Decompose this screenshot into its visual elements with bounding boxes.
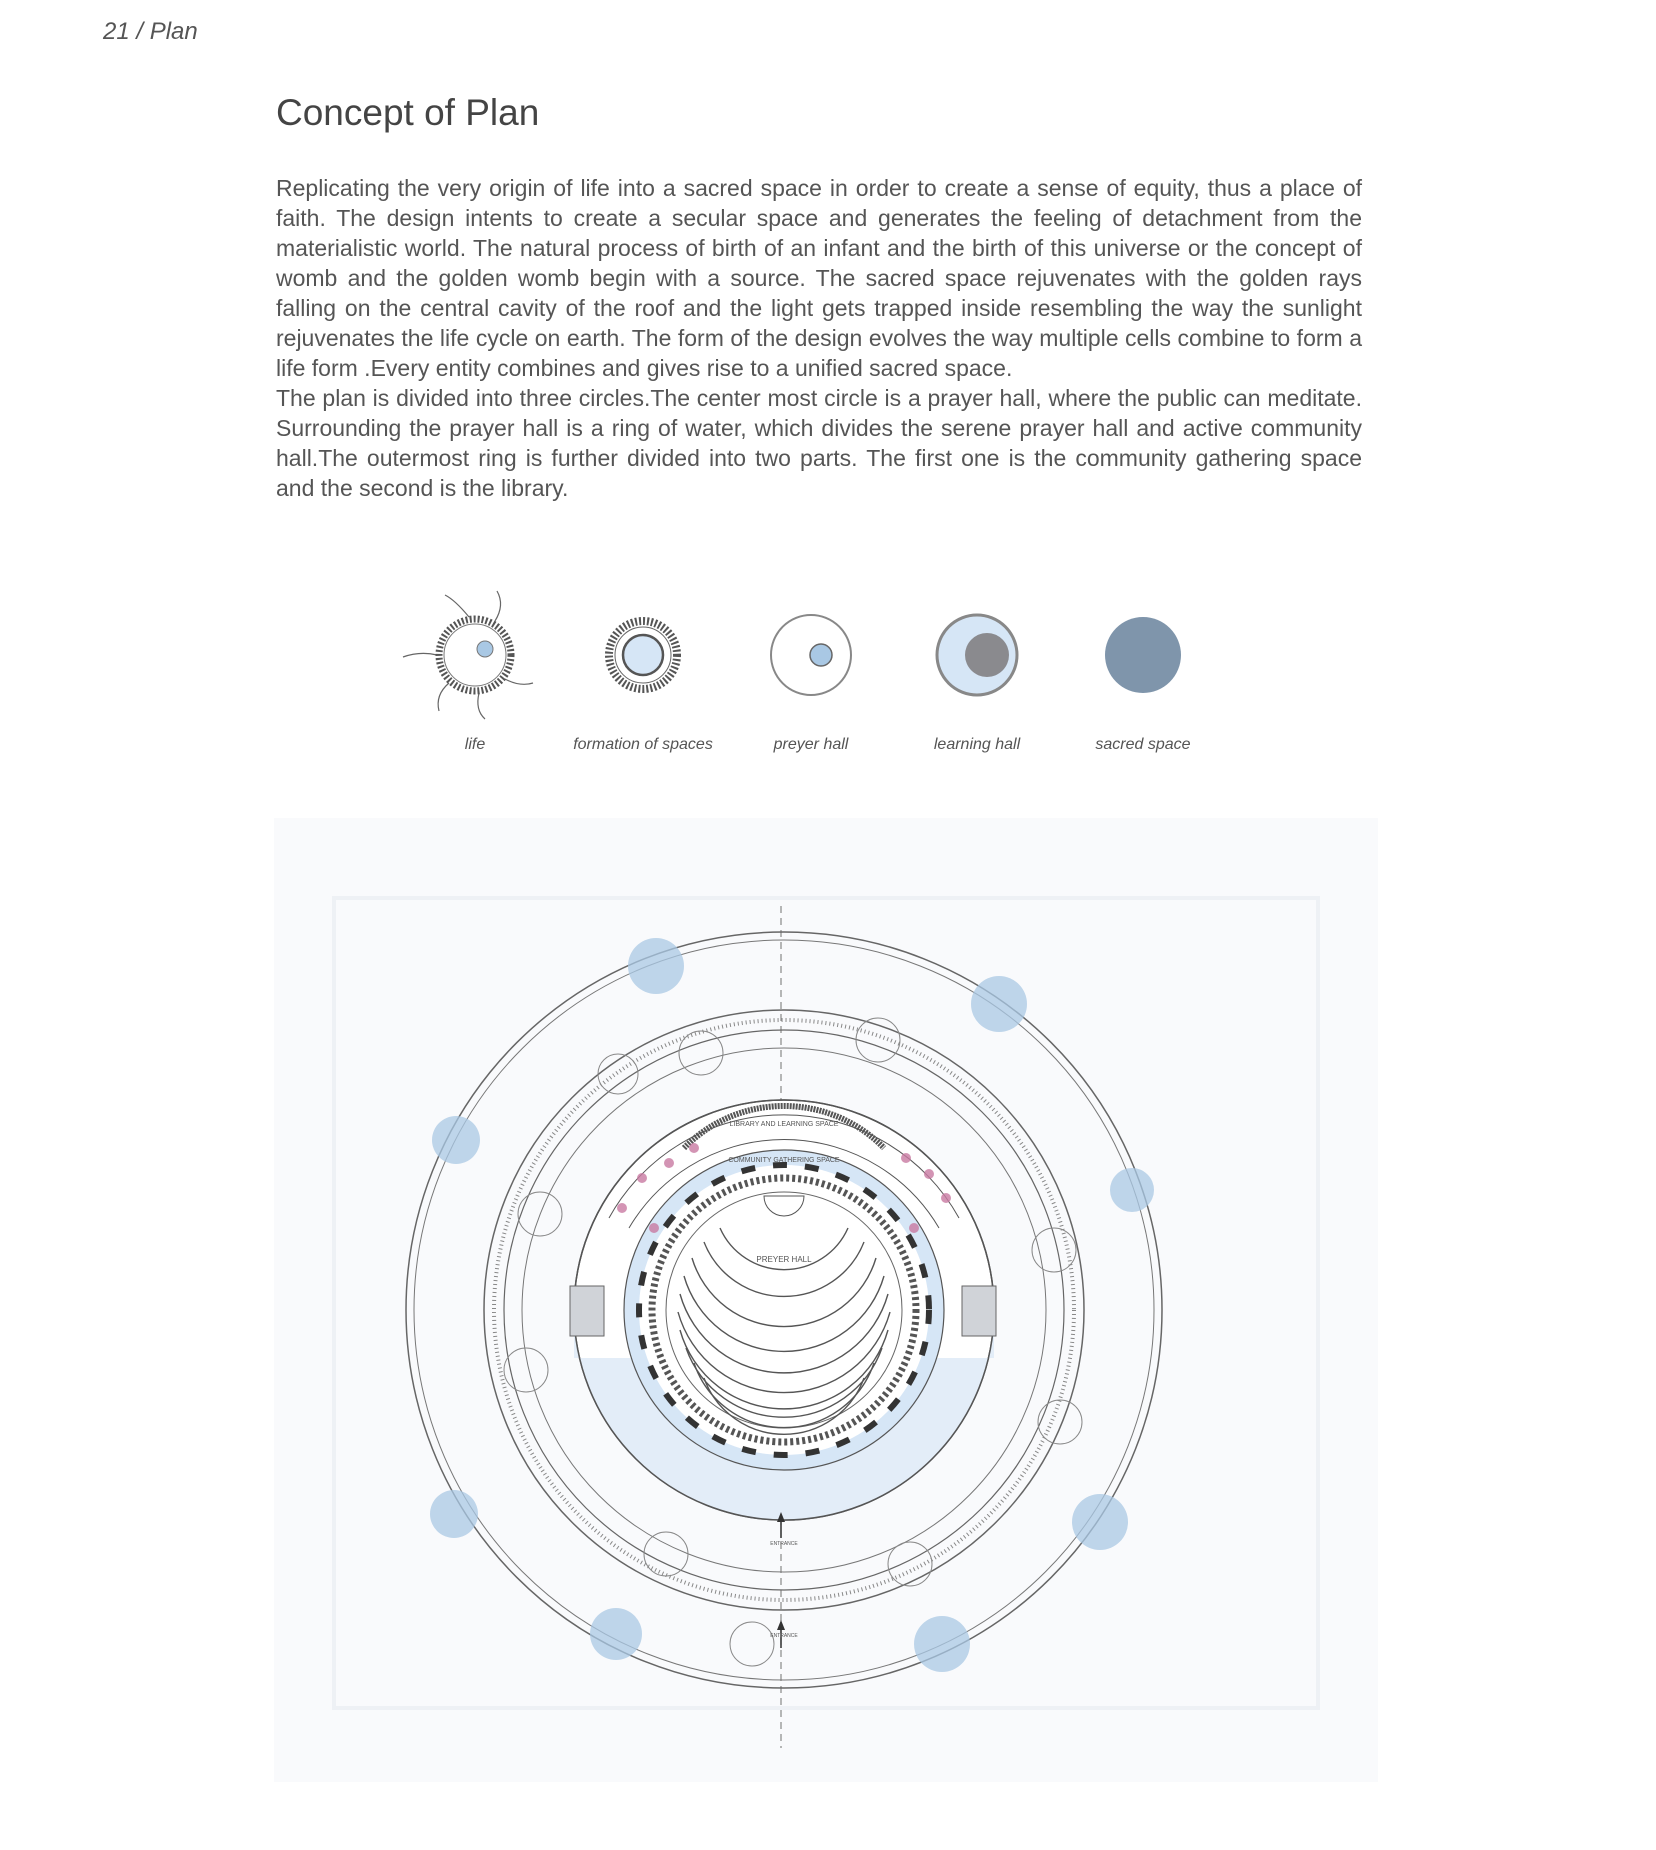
floor-plan xyxy=(274,818,1378,1782)
body-text xyxy=(276,173,1362,503)
page-number: 21 / Plan xyxy=(103,18,198,45)
label-entrance-inner: ENTRANCE xyxy=(770,1541,798,1547)
label-entrance-outer: ENTRANCE xyxy=(770,1633,798,1639)
concept-life xyxy=(390,580,560,754)
label-prayer-hall: PREYER HALL xyxy=(756,1255,812,1264)
ring-disc-icon xyxy=(902,580,1052,730)
floor-plan-drawing xyxy=(274,818,1378,1782)
concept-caption: formation of spaces xyxy=(573,736,713,753)
concept-formation xyxy=(558,580,728,754)
solid-disc-icon xyxy=(1068,580,1218,730)
ring-dot-icon xyxy=(736,580,886,730)
concept-caption: learning hall xyxy=(933,736,1021,753)
beaded-ring-icon xyxy=(568,580,718,730)
concept-learning-hall xyxy=(892,580,1062,754)
concept-sacred-space xyxy=(1058,580,1228,754)
concept-diagram-row xyxy=(390,580,1230,770)
cell-icon xyxy=(400,580,550,730)
concept-caption: sacred space xyxy=(1095,736,1191,753)
label-library: LIBRARY AND LEARNING SPACE xyxy=(729,1121,839,1128)
concept-caption: life xyxy=(464,736,486,753)
label-community: COMMUNITY GATHERING SPACE xyxy=(728,1157,840,1164)
concept-caption: preyer hall xyxy=(773,736,849,753)
concept-preyer-hall xyxy=(726,580,896,754)
paragraph: The plan is divided into three circles.The center most circle is a prayer hall, where the public can meditate. Surrounding the prayer hall is a ring of water, which divides the serene prayer hall and active community hall.The outermost ring is further divided into two parts. The first one is the community gathering space and the second is the library. xyxy=(276,385,1362,501)
page-title: Concept of Plan xyxy=(276,92,540,133)
paragraph: Replicating the very origin of life into a sacred space in order to create a sense of equity, thus a place of faith. The design intents to create a secular space and generates the feeling of detachment from the materialistic world. The natural process of birth of an infant and the birth of this universe or the concept of womb and the golden womb begin with a source. The sacred space rejuvenates with the golden rays falling on the central cavity of the roof and the light gets trapped inside resembling the way the sunlight rejuvenates the life cycle on earth. The form of the design evolves the way multiple cells combine to form a life form .Every entity combines and gives rise to a unified sacred space. xyxy=(276,175,1362,381)
